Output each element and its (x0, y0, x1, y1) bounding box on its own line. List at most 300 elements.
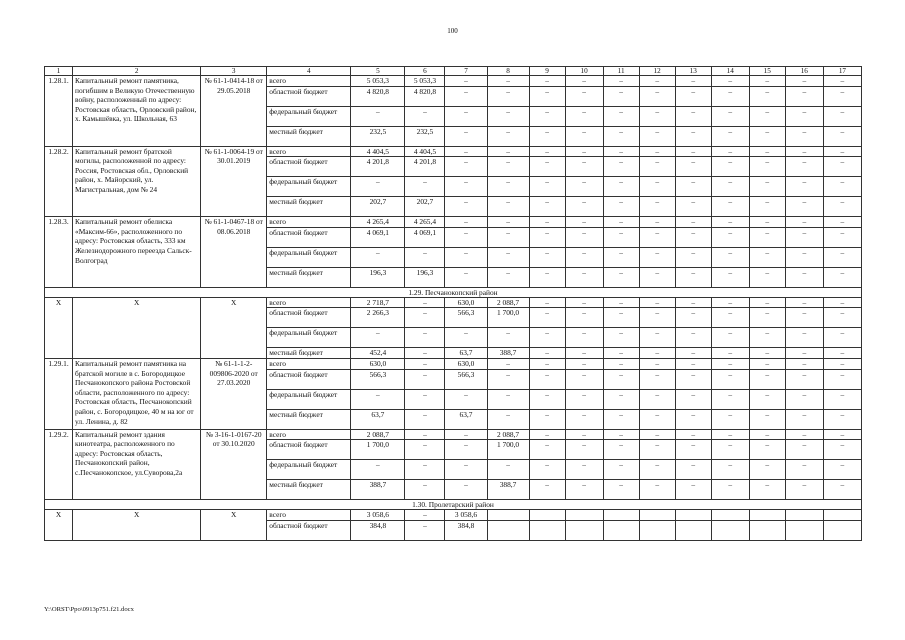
value-col-6: 4 404,5 (405, 146, 445, 157)
value-col-15: – (749, 389, 785, 409)
value-col-5: 4 265,4 (351, 217, 405, 228)
value-col-16: – (785, 146, 823, 157)
value-col-11: – (603, 328, 639, 348)
value-col-11: – (603, 126, 639, 146)
value-col-17: – (823, 348, 861, 359)
value-col-14: – (711, 267, 749, 287)
value-col-9: – (529, 297, 565, 308)
value-col-17: – (823, 247, 861, 267)
value-col-16: – (785, 460, 823, 480)
value-col-7: 566,3 (445, 308, 487, 328)
value-col-17: – (823, 358, 861, 369)
column-number-cell: 2 (73, 67, 201, 76)
value-col-9: – (529, 369, 565, 389)
value-col-8: 388,7 (487, 480, 529, 500)
value-col-5: 452,4 (351, 348, 405, 359)
item-name: Капитальный ремонт памятника на братской могиле в с. Богородицкое Песчанокопского района Ростовской области, расположенного по адресу: Ростовская область, Песчанокопский район, с. Богородицкое, 40 м на юг от ул. Ленина, д. 82 (73, 358, 201, 429)
value-col-5: 1 700,0 (351, 440, 405, 460)
value-col-13: – (675, 106, 711, 126)
funding-source-label: федеральный бюджет (267, 106, 351, 126)
value-col-11: – (603, 308, 639, 328)
page-number: 100 (447, 27, 458, 35)
value-col-5: 232,5 (351, 126, 405, 146)
value-col-5: 63,7 (351, 409, 405, 429)
value-col-7: – (445, 217, 487, 228)
value-col-12 (639, 520, 675, 540)
value-col-14: – (711, 126, 749, 146)
value-col-12: – (639, 460, 675, 480)
value-col-6: – (405, 409, 445, 429)
value-col-8: – (487, 146, 529, 157)
value-col-12: – (639, 358, 675, 369)
value-col-6: 4 265,4 (405, 217, 445, 228)
value-col-8: – (487, 328, 529, 348)
value-col-10: – (565, 409, 603, 429)
value-col-17: – (823, 297, 861, 308)
value-col-9: – (529, 348, 565, 359)
value-col-8 (487, 510, 529, 521)
value-col-6: 5 053,3 (405, 76, 445, 87)
value-col-7: – (445, 227, 487, 247)
column-number-cell: 8 (487, 67, 529, 76)
value-col-11: – (603, 177, 639, 197)
value-col-14: – (711, 308, 749, 328)
value-col-12: – (639, 429, 675, 440)
item-number: Х (45, 510, 73, 541)
value-col-15 (749, 510, 785, 521)
funding-source-label: федеральный бюджет (267, 177, 351, 197)
value-col-13: – (675, 267, 711, 287)
value-col-9: – (529, 267, 565, 287)
value-col-5: 4 404,5 (351, 146, 405, 157)
value-col-7: – (445, 480, 487, 500)
value-col-16: – (785, 217, 823, 228)
value-col-9: – (529, 86, 565, 106)
value-col-17: – (823, 267, 861, 287)
value-col-8: – (487, 389, 529, 409)
value-col-9 (529, 520, 565, 540)
value-col-11: – (603, 247, 639, 267)
item-number: 1.28.1. (45, 76, 73, 147)
value-col-13: – (675, 348, 711, 359)
value-col-17: – (823, 460, 861, 480)
value-col-12 (639, 510, 675, 521)
value-col-10: – (565, 247, 603, 267)
value-col-12: – (639, 76, 675, 87)
value-col-13: – (675, 369, 711, 389)
funding-source-label: всего (267, 217, 351, 228)
value-col-10: – (565, 217, 603, 228)
value-col-7: – (445, 267, 487, 287)
value-col-8: – (487, 197, 529, 217)
value-col-15: – (749, 217, 785, 228)
funding-source-label: федеральный бюджет (267, 247, 351, 267)
item-number: 1.28.3. (45, 217, 73, 288)
value-col-10: – (565, 227, 603, 247)
value-col-9: – (529, 460, 565, 480)
value-col-5: 388,7 (351, 480, 405, 500)
value-col-8: – (487, 157, 529, 177)
value-col-10: – (565, 358, 603, 369)
value-col-8: – (487, 227, 529, 247)
value-col-17: – (823, 157, 861, 177)
funding-source-label: областной бюджет (267, 308, 351, 328)
value-col-7: 384,8 (445, 520, 487, 540)
value-col-12: – (639, 126, 675, 146)
value-col-8: – (487, 247, 529, 267)
value-col-7: – (445, 177, 487, 197)
value-col-11: – (603, 348, 639, 359)
value-col-15: – (749, 106, 785, 126)
value-col-11: – (603, 86, 639, 106)
value-col-14: – (711, 227, 749, 247)
item-document: № 61-1-0064-19 от 30.01.2019 (201, 146, 267, 217)
funding-source-label: всего (267, 297, 351, 308)
value-col-12: – (639, 86, 675, 106)
value-col-9: – (529, 440, 565, 460)
funding-source-label: всего (267, 76, 351, 87)
column-number-cell: 17 (823, 67, 861, 76)
value-col-9: – (529, 76, 565, 87)
value-col-6: – (405, 480, 445, 500)
value-col-13: – (675, 328, 711, 348)
funding-source-label: областной бюджет (267, 227, 351, 247)
value-col-8: – (487, 217, 529, 228)
value-col-12: – (639, 409, 675, 429)
value-col-7: – (445, 440, 487, 460)
value-col-15: – (749, 297, 785, 308)
value-col-10: – (565, 389, 603, 409)
value-col-7: 3 058,6 (445, 510, 487, 521)
value-col-15: – (749, 197, 785, 217)
value-col-15: – (749, 429, 785, 440)
value-col-15: – (749, 76, 785, 87)
value-col-7: 63,7 (445, 409, 487, 429)
value-col-9 (529, 510, 565, 521)
value-col-15: – (749, 460, 785, 480)
value-col-10: – (565, 157, 603, 177)
value-col-9: – (529, 177, 565, 197)
budget-table-sheet (44, 66, 862, 541)
column-number-cell: 11 (603, 67, 639, 76)
column-number-cell: 13 (675, 67, 711, 76)
value-col-10 (565, 510, 603, 521)
value-col-11: – (603, 267, 639, 287)
value-col-13: – (675, 217, 711, 228)
column-number-cell: 14 (711, 67, 749, 76)
value-col-13: – (675, 227, 711, 247)
value-col-13: – (675, 157, 711, 177)
value-col-6: – (405, 328, 445, 348)
item-document: № 61-1-0467-18 от 08.06.2018 (201, 217, 267, 288)
value-col-12: – (639, 480, 675, 500)
value-col-11: – (603, 146, 639, 157)
funding-source-label: областной бюджет (267, 440, 351, 460)
column-number-cell: 5 (351, 67, 405, 76)
value-col-5: – (351, 389, 405, 409)
column-number-row (45, 67, 862, 76)
value-col-6: 4 069,1 (405, 227, 445, 247)
value-col-8: 2 088,7 (487, 297, 529, 308)
value-col-13: – (675, 297, 711, 308)
value-col-8: – (487, 267, 529, 287)
value-col-8: 388,7 (487, 348, 529, 359)
value-col-11: – (603, 197, 639, 217)
value-col-14: – (711, 389, 749, 409)
value-col-6: – (405, 460, 445, 480)
value-col-6: – (405, 348, 445, 359)
value-col-8: – (487, 177, 529, 197)
value-col-8: – (487, 126, 529, 146)
value-col-11: – (603, 480, 639, 500)
value-col-8: – (487, 358, 529, 369)
value-col-17: – (823, 86, 861, 106)
funding-source-label: местный бюджет (267, 348, 351, 359)
value-col-16: – (785, 297, 823, 308)
value-col-10: – (565, 76, 603, 87)
funding-source-label: областной бюджет (267, 157, 351, 177)
value-col-8: – (487, 460, 529, 480)
value-col-6: – (405, 297, 445, 308)
value-col-5: 2 718,7 (351, 297, 405, 308)
value-col-6: – (405, 429, 445, 440)
value-col-14: – (711, 358, 749, 369)
value-col-13: – (675, 440, 711, 460)
value-col-12: – (639, 328, 675, 348)
value-col-15: – (749, 348, 785, 359)
column-number-cell: 3 (201, 67, 267, 76)
value-col-17: – (823, 480, 861, 500)
value-col-16: – (785, 157, 823, 177)
value-col-7: – (445, 76, 487, 87)
value-col-10: – (565, 460, 603, 480)
value-col-13: – (675, 126, 711, 146)
value-col-6: – (405, 308, 445, 328)
value-col-14: – (711, 106, 749, 126)
value-col-7: – (445, 106, 487, 126)
funding-source-label: федеральный бюджет (267, 460, 351, 480)
value-col-14: – (711, 146, 749, 157)
value-col-16: – (785, 126, 823, 146)
value-col-10: – (565, 297, 603, 308)
value-col-10: – (565, 267, 603, 287)
funding-source-label: всего (267, 358, 351, 369)
value-col-15: – (749, 358, 785, 369)
value-col-16: – (785, 86, 823, 106)
item-name: Капитальный ремонт обелиска «Максим-66», расположенного по адресу: Ростовская область, 333 км Железнодорожного переезда Сальск-Волгоград (73, 217, 201, 288)
value-col-17: – (823, 389, 861, 409)
value-col-7: – (445, 247, 487, 267)
value-col-9: – (529, 106, 565, 126)
value-col-16: – (785, 440, 823, 460)
value-col-16: – (785, 177, 823, 197)
value-col-7: – (445, 429, 487, 440)
value-col-11 (603, 510, 639, 521)
value-col-7: – (445, 157, 487, 177)
value-col-8: – (487, 369, 529, 389)
funding-source-label: местный бюджет (267, 126, 351, 146)
section-row (45, 500, 862, 510)
funding-source-label: местный бюджет (267, 480, 351, 500)
value-col-10: – (565, 146, 603, 157)
value-col-17: – (823, 369, 861, 389)
value-col-14: – (711, 440, 749, 460)
value-col-8: 1 700,0 (487, 308, 529, 328)
value-col-11 (603, 520, 639, 540)
column-number-cell: 7 (445, 67, 487, 76)
value-col-15: – (749, 126, 785, 146)
value-col-6: – (405, 358, 445, 369)
item-number: 1.29.1. (45, 358, 73, 429)
value-col-12: – (639, 217, 675, 228)
value-col-17 (823, 510, 861, 521)
value-col-11: – (603, 106, 639, 126)
value-col-7: – (445, 328, 487, 348)
item-document: Х (201, 297, 267, 358)
value-col-8 (487, 520, 529, 540)
value-col-12: – (639, 197, 675, 217)
value-col-13: – (675, 460, 711, 480)
value-col-10: – (565, 480, 603, 500)
value-col-16: – (785, 106, 823, 126)
value-col-15: – (749, 267, 785, 287)
funding-source-label: местный бюджет (267, 267, 351, 287)
item-name: Х (73, 510, 201, 541)
value-col-8: 1 700,0 (487, 440, 529, 460)
value-col-15: – (749, 177, 785, 197)
value-col-8: 2 088,7 (487, 429, 529, 440)
value-col-6: – (405, 369, 445, 389)
value-col-16: – (785, 369, 823, 389)
value-col-5: 566,3 (351, 369, 405, 389)
value-col-10: – (565, 308, 603, 328)
value-col-6: – (405, 510, 445, 521)
value-col-8: – (487, 409, 529, 429)
item-name: Капитальный ремонт памятника, погибшим в Великую Отечественную войну, расположенный по адресу: Ростовская область, Орловский район, х. Камышёвка, ул. Школьная, 63 (73, 76, 201, 147)
value-col-14: – (711, 177, 749, 197)
value-col-12: – (639, 146, 675, 157)
funding-source-label: местный бюджет (267, 197, 351, 217)
value-col-13: – (675, 177, 711, 197)
value-col-13: – (675, 480, 711, 500)
funding-source-label: федеральный бюджет (267, 389, 351, 409)
value-col-17: – (823, 177, 861, 197)
value-col-13 (675, 520, 711, 540)
value-col-10: – (565, 197, 603, 217)
value-col-7: – (445, 86, 487, 106)
value-col-10: – (565, 440, 603, 460)
column-number-cell: 12 (639, 67, 675, 76)
value-col-16: – (785, 348, 823, 359)
value-col-14: – (711, 460, 749, 480)
value-col-17 (823, 520, 861, 540)
value-col-15: – (749, 440, 785, 460)
value-col-13: – (675, 358, 711, 369)
value-col-5: 2 088,7 (351, 429, 405, 440)
funding-row (45, 297, 862, 308)
value-col-12: – (639, 106, 675, 126)
value-col-16: – (785, 308, 823, 328)
value-col-14: – (711, 157, 749, 177)
value-col-9: – (529, 480, 565, 500)
value-col-12: – (639, 177, 675, 197)
item-document: № 61-1-1-2-009806-2020 от 27.03.2020 (201, 358, 267, 429)
value-col-17: – (823, 106, 861, 126)
value-col-10: – (565, 86, 603, 106)
value-col-9: – (529, 429, 565, 440)
value-col-17: – (823, 227, 861, 247)
value-col-15: – (749, 369, 785, 389)
value-col-14 (711, 520, 749, 540)
funding-row (45, 146, 862, 157)
value-col-7: 630,0 (445, 297, 487, 308)
value-col-13: – (675, 308, 711, 328)
value-col-10: – (565, 328, 603, 348)
value-col-6: – (405, 389, 445, 409)
value-col-14: – (711, 328, 749, 348)
value-col-6: – (405, 177, 445, 197)
value-col-16: – (785, 389, 823, 409)
value-col-17: – (823, 197, 861, 217)
value-col-15: – (749, 308, 785, 328)
value-col-16: – (785, 429, 823, 440)
value-col-12: – (639, 297, 675, 308)
value-col-11: – (603, 409, 639, 429)
value-col-15: – (749, 157, 785, 177)
value-col-6: – (405, 247, 445, 267)
value-col-11: – (603, 76, 639, 87)
item-number: 1.28.2. (45, 146, 73, 217)
value-col-12: – (639, 227, 675, 247)
value-col-14 (711, 510, 749, 521)
value-col-14: – (711, 86, 749, 106)
value-col-5: – (351, 106, 405, 126)
item-number: 1.29.2. (45, 429, 73, 500)
value-col-9: – (529, 358, 565, 369)
value-col-10: – (565, 177, 603, 197)
value-col-9: – (529, 409, 565, 429)
value-col-17: – (823, 126, 861, 146)
funding-source-label: федеральный бюджет (267, 328, 351, 348)
value-col-16: – (785, 267, 823, 287)
value-col-12: – (639, 247, 675, 267)
value-col-14: – (711, 348, 749, 359)
value-col-15: – (749, 247, 785, 267)
value-col-16 (785, 510, 823, 521)
value-col-6: 196,3 (405, 267, 445, 287)
value-col-13: – (675, 429, 711, 440)
value-col-11: – (603, 460, 639, 480)
funding-row (45, 510, 862, 521)
value-col-5: 5 053,3 (351, 76, 405, 87)
value-col-7: – (445, 197, 487, 217)
value-col-15 (749, 520, 785, 540)
item-document: № 3-16-1-0167-20 от 30.10.2020 (201, 429, 267, 500)
value-col-7: 63,7 (445, 348, 487, 359)
value-col-6: 202,7 (405, 197, 445, 217)
value-col-14: – (711, 409, 749, 429)
value-col-15: – (749, 409, 785, 429)
value-col-10: – (565, 369, 603, 389)
value-col-7: – (445, 126, 487, 146)
value-col-12: – (639, 369, 675, 389)
value-col-12: – (639, 440, 675, 460)
value-col-10: – (565, 106, 603, 126)
value-col-9: – (529, 146, 565, 157)
value-col-11: – (603, 389, 639, 409)
value-col-14: – (711, 297, 749, 308)
value-col-13: – (675, 247, 711, 267)
